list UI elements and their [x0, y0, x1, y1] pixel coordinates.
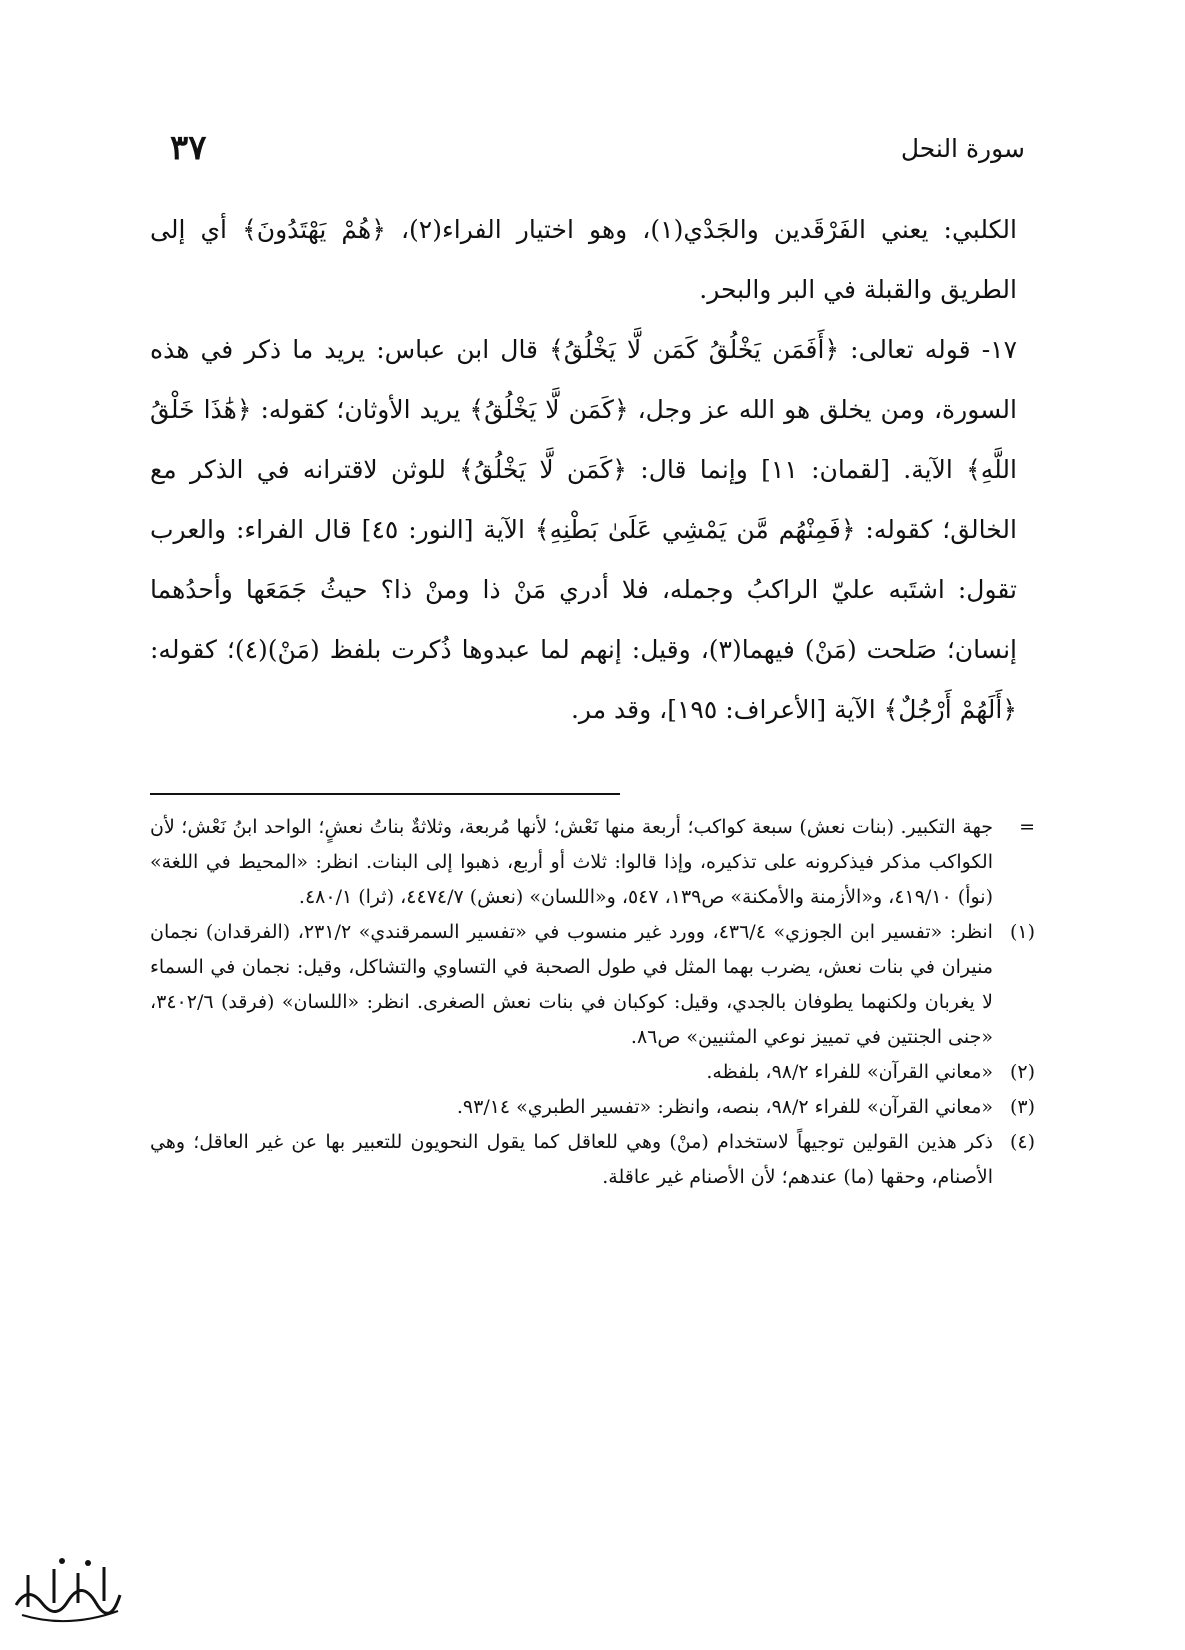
- footnote-text: ذكر هذين القولين توجيهاً لاستخدام (منْ) وهي للعاقل كما يقول النحويون للتعبير بها عن غير العاقل؛ وهي الأصنام، وحقها (ما) عندهم؛ لأن الأصنام غير عاقلة.: [150, 1131, 993, 1188]
- paragraph: الكلبي: يعني الفَرْقَدين والجَدْي(١)، وهو اختيار الفراء(٢)، ﴿هُمْ يَهْتَدُونَ﴾ أي إلى الطريق والقبلة في البر والبحر.: [150, 215, 1017, 304]
- paragraph: ١٧- قوله تعالى: ﴿أَفَمَن يَخْلُقُ كَمَن لَّا يَخْلُقُ﴾ قال ابن عباس: يريد ما ذكر في هذه السورة، ومن يخلق هو الله عز وجل، ﴿كَمَن لَّا يَخْلُقُ﴾ يريد الأوثان؛ كقوله: ﴿هَٰذَا خَلْقُ اللَّهِ﴾ الآية. [لقمان: ١١] وإنما قال: ﴿كَمَن لَّا يَخْلُقُ﴾ للوثن لاقترانه في الذكر مع الخالق؛ كقوله: ﴿فَمِنْهُم مَّن يَمْشِي عَلَىٰ بَطْنِهِ﴾ الآية [النور: ٤٥] قال الفراء: والعرب تقول: اشتَبه عليّ الراكبُ وجمله، فلا أدري مَنْ ذا ومنْ ذا؟ حيثُ جَمَعَها وأحدُهما إنسان؛ صَلحت (مَنْ) فيهما(٣)، وقيل: إنهم لما عبدوها ذُكرت بلفظ (مَنْ)(٤)؛ كقوله: ﴿أَلَهُمْ أَرْجُلٌ﴾ الآية [الأعراف: ١٩٥]، وقد مر.: [150, 335, 1018, 724]
- footnote-item: [150, 1090, 1035, 1125]
- footnote-mark: (٣): [1009, 1096, 1035, 1118]
- calligraphy-logo-svg: [8, 1545, 128, 1635]
- footnotes: [150, 810, 1035, 1195]
- page-number: ٣٧: [170, 128, 207, 168]
- footnote-item: [150, 810, 1035, 915]
- footnote-item: [150, 915, 1035, 1055]
- footnote-text: جهة التكبير. (بنات نعش) سبعة كواكب؛ أربعة منها نَعْش؛ لأنها مُربعة، وثلاثةٌ بناتُ نعشٍ؛ الواحد ابنُ نَعْش؛ لأن الكواكب مذكر فيذكرونه على تذكيره، وإذا قالوا: ثلاث أو أربع، ذهبوا إلى البنات. انظر: «المحيط في اللغة» (نوأ) ٤١٩/١٠، و«الأزمنة والأمكنة» ص١٣٩، ٥٤٧، و«اللسان» (نعش) ٤٤٧٤/٧، (ثرا) ٤٨٠/١.: [150, 816, 993, 908]
- footnote-text: «معاني القرآن» للفراء ٩٨/٢، بنصه، وانظر: «تفسير الطبري» ٩٣/١٤.: [456, 1096, 993, 1118]
- footnote-mark: =: [1019, 816, 1035, 838]
- footnote-mark: (٤): [1009, 1131, 1035, 1153]
- footnote-item: [150, 1055, 1035, 1090]
- footnote-mark: (٢): [1009, 1061, 1035, 1083]
- footnote-text: «معاني القرآن» للفراء ٩٨/٢، بلفظه.: [706, 1061, 993, 1083]
- calligraphy-logo-icon: [8, 1545, 128, 1635]
- main-text: [150, 200, 1017, 740]
- footnote-text: انظر: «تفسير ابن الجوزي» ٤٣٦/٤، وورد غير منسوب في «تفسير السمرقندي» ٢٣١/٢، (الفرقدان) نجمان منيران في بنات نعش، يضرب بهما المثل في طول الصحبة في التساوي والتشاكل، وقيل: نجمان في السماء لا يغربان ولكنهما يطوفان بالجدي، وقيل: كوكبان في بنات نعش الصغرى. انظر: «اللسان» (فرقد) ٣٤٠٢/٦، «جنى الجنتين في تمييز نوعي المثنيين» ص٨٦.: [150, 921, 993, 1048]
- footnote-separator: [150, 793, 620, 795]
- running-title: سورة النحل: [900, 133, 1025, 163]
- footnote-item: [150, 1125, 1035, 1195]
- page-header: [170, 118, 1025, 178]
- footnote-mark: (١): [1009, 921, 1035, 943]
